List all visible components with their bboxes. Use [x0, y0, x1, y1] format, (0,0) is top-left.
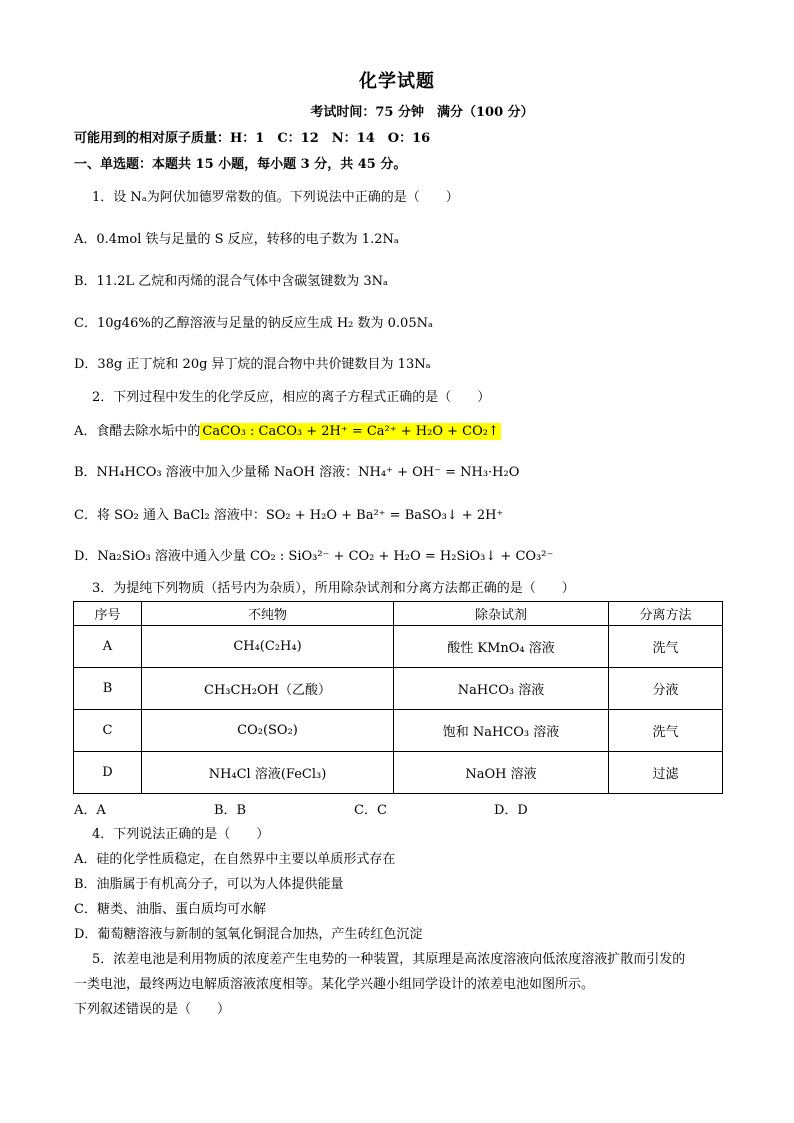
purification-table	[73, 601, 723, 794]
cell-index: C	[74, 710, 142, 752]
table-header-row	[74, 602, 723, 626]
table-row	[74, 752, 723, 794]
q3-stem: 3．为提纯下列物质（括号内为杂质），所用除杂试剂和分离方法都正确的是（ ）	[92, 581, 575, 596]
cell-index: B	[74, 668, 142, 710]
q5-line-3: 下列叙述错误的是（ ）	[74, 1002, 231, 1017]
table-row	[74, 710, 723, 752]
q2-option-a-prefix: A．食醋去除水垢中的	[74, 424, 201, 439]
q2-option-c: C．将 SO₂ 通入 BaCl₂ 溶液中：SO₂ + H₂O + Ba²⁺ = BaSO₃↓ + 2H⁺	[74, 508, 504, 523]
q1-option-a: A．0.4mol 铁与足量的 S 反应，转移的电子数为 1.2Nₐ	[74, 232, 399, 247]
cell-index: A	[74, 626, 142, 668]
header-index: 序号	[74, 602, 142, 626]
cell-reagent: 饱和 NaHCO₃ 溶液	[394, 710, 609, 752]
cell-impure: CO₂(SO₂)	[142, 710, 394, 752]
cell-method: 洗气	[609, 710, 723, 752]
cell-impure: CH₄(C₂H₄)	[142, 626, 394, 668]
highlighted-equation: CaCO₃ : CaCO₃ + 2H⁺ = Ca²⁺ + H₂O + CO₂↑	[202, 424, 499, 439]
table-row	[74, 668, 723, 710]
cell-method: 分液	[609, 668, 723, 710]
q4-option-d: D．葡萄糖溶液与新制的氢氧化铜混合加热，产生砖红色沉淀	[74, 927, 423, 942]
exam-info: 考试时间：75 分钟 满分（100 分）	[310, 105, 534, 120]
q4-option-c: C．糖类、油脂、蛋白质均可水解	[74, 902, 266, 917]
q1-option-b: B．11.2L 乙烷和丙烯的混合气体中含碳氢键数为 3Nₐ	[74, 274, 389, 289]
q3-choice-a: A．A	[74, 803, 106, 818]
cell-method: 过滤	[609, 752, 723, 794]
cell-impure: CH₃CH₂OH（乙酸）	[142, 668, 394, 710]
header-method: 分离方法	[609, 602, 723, 626]
atomic-mass-line: 可能用到的相对原子质量：H：1 C：12 N：14 O：16	[74, 131, 431, 146]
cell-reagent: NaOH 溶液	[394, 752, 609, 794]
q4-option-b: B．油脂属于有机高分子，可以为人体提供能量	[74, 877, 344, 892]
q2-option-d: D．Na₂SiO₃ 溶液中通入少量 CO₂ : SiO₃²⁻ + CO₂ + H₂O = H₂SiO₃↓ + CO₃²⁻	[74, 549, 554, 564]
q4-option-a: A．硅的化学性质稳定，在自然界中主要以单质形式存在	[74, 852, 396, 867]
q3-choices	[74, 802, 634, 820]
cell-index: D	[74, 752, 142, 794]
cell-reagent: NaHCO₃ 溶液	[394, 668, 609, 710]
cell-impure: NH₄Cl 溶液(FeCl₃)	[142, 752, 394, 794]
table-row	[74, 626, 723, 668]
q3-choice-d: D．D	[494, 803, 528, 818]
page-title: 化学试题	[359, 71, 435, 92]
q1-option-d: D．38g 正丁烷和 20g 异丁烷的混合物中共价键数目为 13Nₐ	[74, 357, 431, 372]
q5-line-1: 5．浓差电池是利用物质的浓度差产生电势的一种装置，其原理是高浓度溶液向低浓度溶液扩散而引发的	[92, 952, 686, 967]
q2-option-a	[74, 423, 501, 441]
header-reagent: 除杂试剂	[394, 602, 609, 626]
q4-stem: 4．下列说法正确的是（ ）	[92, 827, 270, 842]
q5-line-2: 一类电池，最终两边电解质溶液浓度相等。某化学兴趣小组同学设计的浓差电池如图所示。	[74, 977, 595, 992]
cell-reagent: 酸性 KMnO₄ 溶液	[394, 626, 609, 668]
q3-choice-c: C．C	[354, 803, 387, 818]
q2-option-b: B．NH₄HCO₃ 溶液中加入少量稀 NaOH 溶液：NH₄⁺ + OH⁻ = NH₃·H₂O	[74, 465, 520, 480]
q1-stem: 1．设 Nₐ为阿伏加德罗常数的值。下列说法中正确的是（ ）	[92, 190, 459, 205]
q2-stem: 2．下列过程中发生的化学反应，相应的离子方程式正确的是（ ）	[92, 390, 491, 405]
cell-method: 洗气	[609, 626, 723, 668]
section-heading: 一、单选题：本题共 15 小题，每小题 3 分，共 45 分。	[74, 157, 407, 172]
q3-choice-b: B．B	[214, 803, 247, 818]
header-impure: 不纯物	[142, 602, 394, 626]
q1-option-c: C．10g46%的乙醇溶液与足量的钠反应生成 H₂ 数为 0.05Nₐ	[74, 316, 433, 331]
